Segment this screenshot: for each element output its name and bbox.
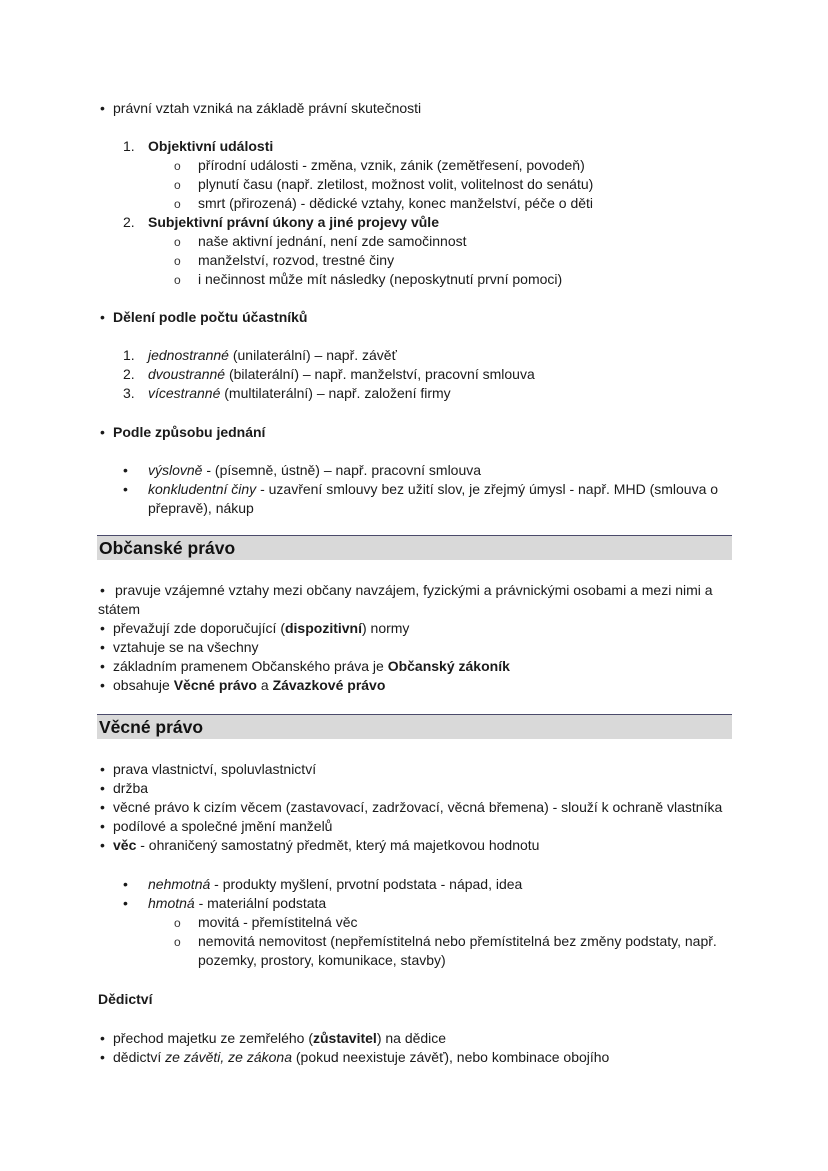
bullet-icon: • [100, 761, 105, 777]
property-law-bullet: věcné právo k cizím věcem (zastavovací, zadržovací, věcná břemena) - slouží k ochraně vlastníka [113, 799, 723, 815]
sub-item: naše aktivní jednání, není zde samočinnost [198, 233, 467, 249]
thing-type [148, 875, 522, 894]
italic-term: ze závěti, ze zákona [165, 1049, 292, 1065]
section-title: Podle způsobu jednání [113, 424, 266, 440]
bullet-icon: • [123, 876, 128, 892]
sub-item-continuation: pozemky, prostory, komunikace, stavby) [198, 952, 446, 968]
text: ) na dědice [376, 1030, 447, 1046]
term: výslovně [148, 462, 203, 478]
civil-law-bullet-continuation: státem [98, 601, 141, 617]
text: ) normy [361, 620, 410, 636]
subheading-inheritance: Dědictví [98, 991, 153, 1007]
property-law-bullet [113, 836, 539, 855]
bullet-icon: • [100, 582, 105, 598]
list-number: 1. [123, 138, 135, 154]
term-desc: - materiální podstata [194, 895, 327, 911]
text: základním pramenem Občanského práva je [113, 658, 388, 674]
list-item [148, 461, 481, 480]
bullet-icon: • [100, 309, 105, 325]
circle-bullet-icon: o [174, 197, 181, 211]
bold-term: věc [113, 837, 137, 853]
term-desc: (unilaterální) – např. závěť [228, 347, 397, 363]
term-desc: - uzavření smlouvy bez užití slov, je zřejmý úmysl - např. MHD (smlouva o [256, 481, 719, 497]
bullet-icon: • [100, 620, 105, 636]
heading-text: Věcné právo [99, 717, 204, 737]
term: jednostranné [148, 347, 229, 363]
list-item [148, 384, 451, 403]
bullet-icon: • [100, 1049, 105, 1065]
inheritance-bullet [113, 1029, 446, 1048]
term: nehmotná [148, 876, 211, 892]
bullet-icon: • [100, 818, 105, 834]
term: hmotná [148, 895, 195, 911]
property-law-bullet: podílové a společné jmění manželů [113, 818, 333, 834]
bold-term: Občanský zákoník [387, 658, 510, 674]
bold-term: dispozitivní [284, 620, 362, 636]
intro-text: právní vztah vzniká na základě právní skutečnosti [113, 100, 422, 116]
circle-bullet-icon: o [174, 935, 181, 949]
bold-term: Závazkové právo [272, 677, 386, 693]
list-item-continuation: přepravě), nákup [148, 500, 254, 516]
text: obsahuje [113, 677, 174, 693]
text: přechod majetku ze zemřelého ( [113, 1030, 313, 1046]
property-law-bullet: prava vlastnictví, spoluvlastnictví [113, 761, 317, 777]
term-desc: (multilaterální) – např. založení firmy [220, 385, 451, 401]
civil-law-bullet [113, 657, 510, 676]
circle-bullet-icon: o [174, 235, 181, 249]
sub-item: movitá - přemístitelná věc [198, 914, 358, 930]
sub-item: i nečinnost může mít následky (neposkytnutí první pomoci) [198, 271, 563, 287]
list-item-title: Objektivní události [148, 138, 274, 154]
civil-law-bullet [113, 619, 409, 638]
circle-bullet-icon: o [174, 159, 181, 173]
list-number: 2. [123, 214, 135, 230]
bullet-icon: • [100, 837, 105, 853]
bullet-icon: • [100, 424, 105, 440]
term: konkludentní činy [148, 481, 257, 497]
circle-bullet-icon: o [174, 273, 181, 287]
bold-term: zůstavitel [313, 1030, 377, 1046]
thing-type [148, 894, 326, 913]
section-title: Dělení podle počtu účastníků [113, 309, 308, 325]
text: a [256, 677, 273, 693]
bullet-icon: • [100, 677, 105, 693]
bullet-icon: • [100, 780, 105, 796]
text: - ohraničený samostatný předmět, který má majetkovou hodnotu [136, 837, 540, 853]
list-item [148, 346, 397, 365]
term-desc: - (písemně, ústně) – např. pracovní smlouva [202, 462, 482, 478]
inheritance-bullet [113, 1048, 609, 1067]
civil-law-bullet: pravuje vzájemné vztahy mezi občany navzájem, fyzickými a právnickými osobami a mezi nimi a [115, 582, 713, 598]
civil-law-bullet: vztahuje se na všechny [113, 639, 259, 655]
text: (pokud neexistuje závěť), nebo kombinace obojího [292, 1049, 610, 1065]
bullet-icon: • [123, 895, 128, 911]
bullet-icon: • [100, 658, 105, 674]
bold-term: Věcné právo [173, 677, 257, 693]
circle-bullet-icon: o [174, 178, 181, 192]
list-number: 1. [123, 347, 135, 363]
list-number: 3. [123, 385, 135, 401]
bullet-icon: • [100, 1030, 105, 1046]
text: převažují zde doporučující ( [113, 620, 285, 636]
list-item-title: Subjektivní právní úkony a jiné projevy vůle [148, 214, 439, 230]
sub-item: smrt (přirozená) - dědické vztahy, konec manželství, péče o děti [198, 195, 594, 211]
bullet-icon: • [100, 799, 105, 815]
civil-law-bullet [113, 676, 385, 695]
text: dědictví [113, 1049, 166, 1065]
term: vícestranné [148, 385, 221, 401]
heading-property-law [97, 714, 732, 739]
bullet-icon: • [100, 639, 105, 655]
bullet-icon: • [123, 481, 128, 497]
heading-civil-law [97, 535, 732, 560]
sub-item: manželství, rozvod, trestné činy [198, 252, 395, 268]
property-law-bullet: držba [113, 780, 149, 796]
term-desc: - produkty myšlení, prvotní podstata - nápad, idea [210, 876, 523, 892]
term-desc: (bilaterální) – např. manželství, pracovní smlouva [225, 366, 535, 382]
bullet-icon: • [123, 462, 128, 478]
circle-bullet-icon: o [174, 254, 181, 268]
sub-item: plynutí času (např. zletilost, možnost volit, volitelnost do senátu) [198, 176, 594, 192]
list-item [148, 365, 535, 384]
sub-item: nemovitá nemovitost (nepřemístitelná nebo přemístitelná bez změny podstaty, např. [198, 933, 717, 949]
list-number: 2. [123, 366, 135, 382]
circle-bullet-icon: o [174, 916, 181, 930]
term: dvoustranné [148, 366, 226, 382]
list-item [148, 480, 718, 499]
bullet-icon: • [100, 100, 105, 116]
sub-item: přírodní události - změna, vznik, zánik (zemětřesení, povodeň) [198, 157, 585, 173]
heading-text: Občanské právo [99, 538, 236, 558]
